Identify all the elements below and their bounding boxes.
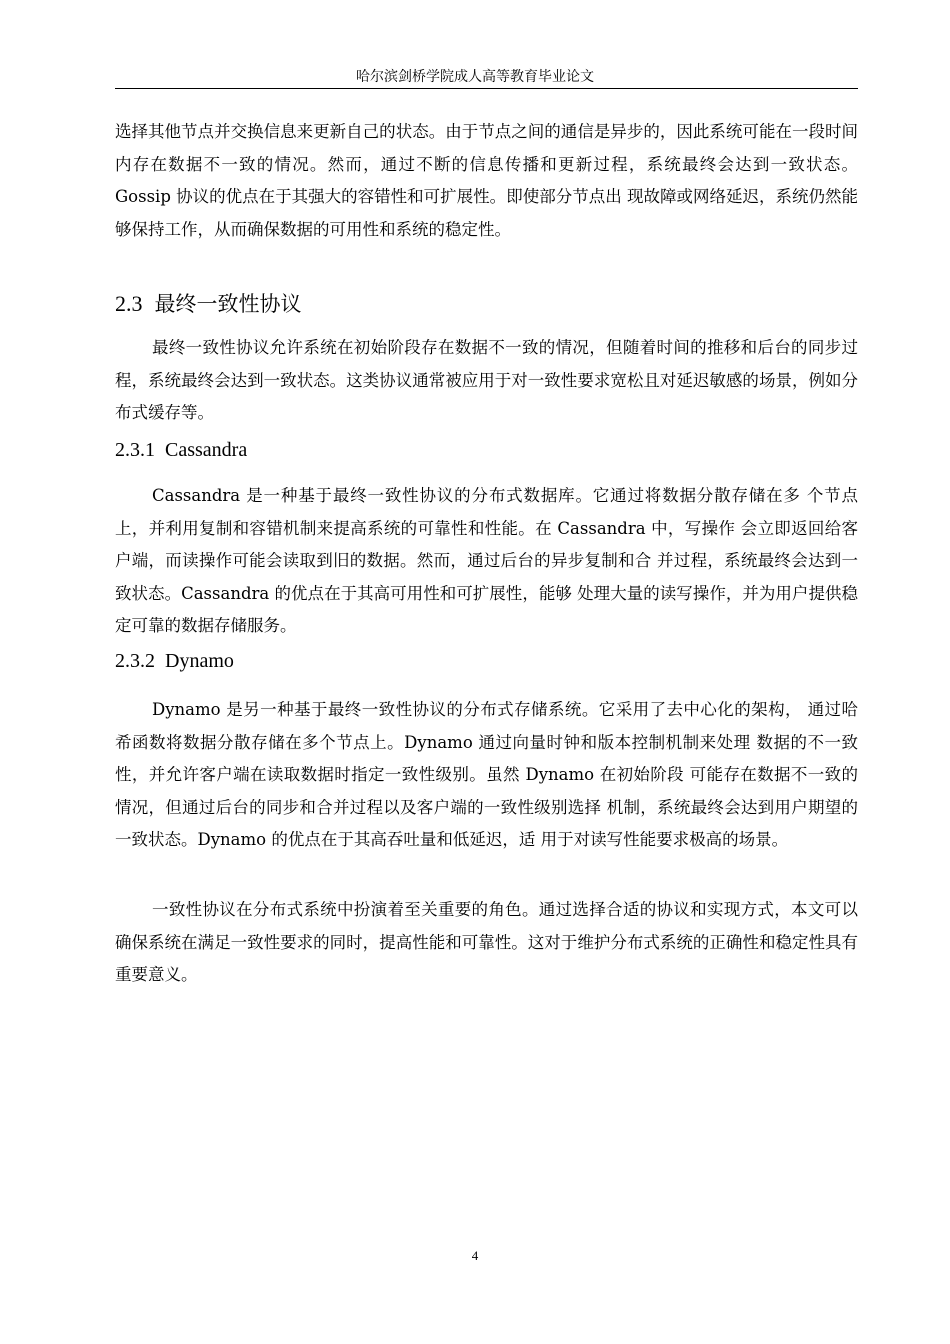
subsection-title: Cassandra [165, 439, 248, 461]
paragraph-gossip-continuation: 选择其他节点并交换信息来更新自己的状态。由于节点之间的通信是异步的，因此系统可能在一段时间内存在数据不一致的情况。然而，通过不断的信息传播和更新过程，系统最终会达到一致状态。Gossip 协议的优点在于其强大的容错性和可扩展性。即使部分节点出 现故障或网络延迟，系统仍然能够保持工作，从而确保数据的可用性和系统的稳定性。 [115, 122, 858, 239]
paragraph-dynamo: Dynamo 是另一种基于最终一致性协议的分布式存储系统。它采用了去中心化的架构， 通过哈希函数将数据分散存储在多个节点上。Dynamo 通过向量时钟和版本控制机制来处理 数据的不一致性，并允许客户端在读取数据时指定一致性级别。虽然 Dynamo 在初始阶段 可能存在数据不一致的情况，但通过后台的同步和合并过程以及客户端的一致性级别选择 机制，系统最终会达到用户期望的一致状态。Dynamo 的优点在于其高吞吐量和低延迟，适 用于对读写性能要求极高的场景。 [115, 700, 858, 850]
subsection-title: Dynamo [165, 650, 234, 672]
page-header-title: 哈尔滨剑桥学院成人高等教育毕业论文 [356, 69, 594, 85]
paragraph-cassandra: Cassandra 是一种基于最终一致性协议的分布式数据库。它通过将数据分散存储在多 个节点上，并利用复制和容错机制来提高系统的可靠性和性能。在 Cassandra 中，写操作 会立即返回给客户端，而读操作可能会读取到旧的数据。然而，通过后台的异步复制和合 并过程，系统最终会达到一致状态。Cassandra 的优点在于其高可用性和可扩展性，能够 处理大量的读写操作，并为用户提供稳定可靠的数据存储服务。 [115, 486, 858, 636]
subsection-heading-2-3-2 [115, 648, 858, 674]
paragraph-conclusion: 一致性协议在分布式系统中扮演着至关重要的角色。通过选择合适的协议和实现方式，本文可以确保系统在满足一致性要求的同时，提高性能和可靠性。这对于维护分布式系统的正确性和稳定性具有重要意义。 [115, 900, 858, 985]
paragraph-eventual-consistency: 最终一致性协议允许系统在初始阶段存在数据不一致的情况，但随着时间的推移和后台的同步过程，系统最终会达到一致状态。这类协议通常被应用于对一致性要求宽松且对延迟敏感的场景，例如分布式缓存等。 [115, 338, 858, 423]
header-divider [115, 88, 858, 89]
subsection-heading-2-3-1 [115, 437, 858, 463]
subsection-number: 2.3.1 [115, 439, 155, 461]
subsection-number: 2.3.2 [115, 650, 155, 672]
section-title: 最终一致性协议 [154, 292, 302, 316]
section-number: 2.3 [115, 291, 143, 316]
page-number: 4 [471, 1248, 479, 1263]
section-heading-2-3 [115, 290, 858, 318]
